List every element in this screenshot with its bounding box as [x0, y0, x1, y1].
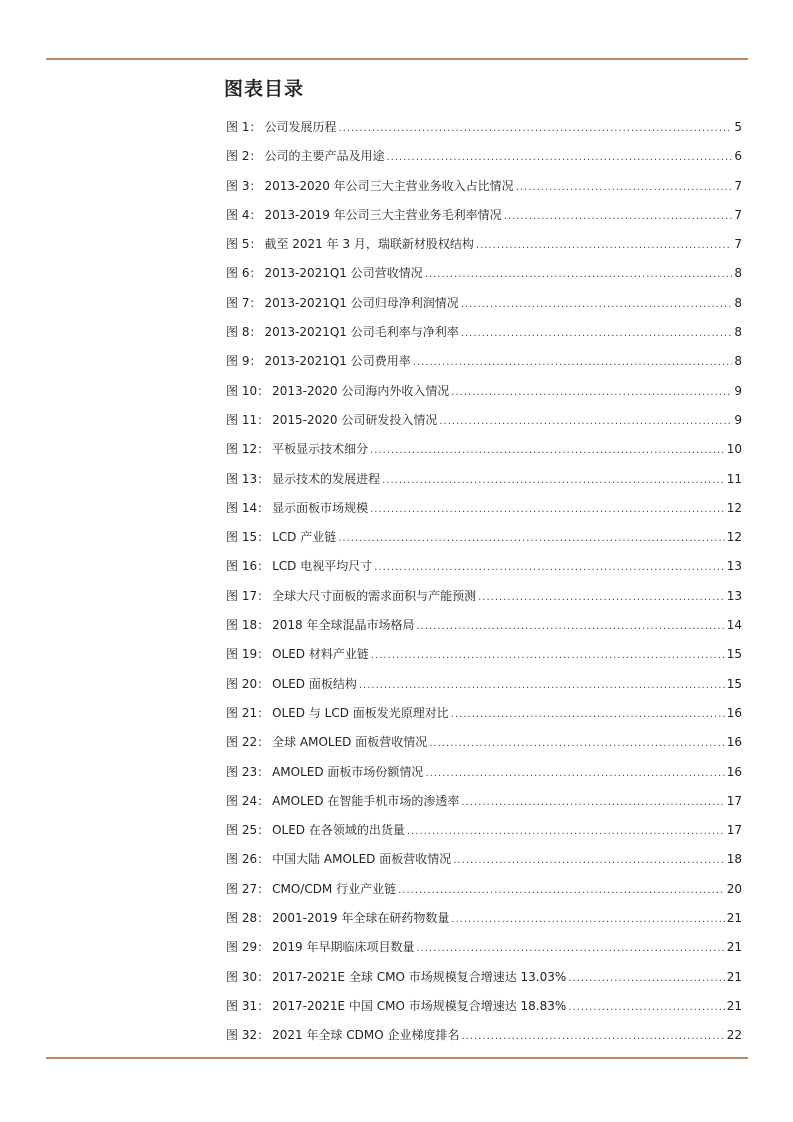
dot-leader [425, 260, 732, 289]
dot-leader [386, 143, 732, 172]
figure-title: OLED 与 LCD 面板发光原理对比 [272, 705, 449, 720]
figure-label: 图 15： [226, 530, 270, 545]
toc-entry-32[interactable] [226, 1021, 742, 1050]
toc-entry-11[interactable] [226, 406, 742, 435]
page-number: 5 [734, 120, 742, 134]
dot-leader [453, 846, 724, 875]
dot-leader [370, 436, 725, 465]
page-number: 9 [734, 412, 742, 427]
figure-label: 图 24： [226, 793, 270, 808]
figure-label: 图 16： [226, 559, 270, 574]
page-number: 8 [734, 295, 742, 310]
page-number: 8 [734, 266, 742, 281]
page-number: 22 [726, 1028, 742, 1043]
dot-leader [429, 729, 724, 758]
page-number: 21 [726, 940, 742, 955]
figure-title: 全球 AMOLED 面板营收情况 [272, 735, 428, 750]
page-number: 16 [726, 705, 742, 720]
page-number: 15 [726, 676, 742, 691]
figure-title: AMOLED 在智能手机市场的渗透率 [272, 793, 460, 808]
figure-label: 图 21： [226, 705, 270, 720]
figure-title: CMO/CDM 行业产业链 [272, 881, 397, 896]
figure-title: 平板显示技术细分 [272, 442, 369, 457]
page-number: 16 [726, 735, 742, 750]
figure-title: OLED 面板结构 [272, 676, 357, 691]
toc-entry-26[interactable] [226, 845, 742, 874]
toc-entry-3[interactable] [226, 172, 742, 201]
toc-entry-9[interactable] [226, 347, 742, 376]
dot-leader [504, 202, 732, 231]
dot-leader [371, 641, 725, 670]
page-number: 18 [726, 852, 742, 867]
toc-entry-16[interactable] [226, 552, 742, 581]
figure-label: 图 4： [226, 207, 262, 222]
page-number: 14 [726, 618, 742, 633]
figure-label: 图 26： [226, 852, 270, 867]
dot-leader [398, 876, 725, 905]
header-rule [46, 58, 748, 60]
figure-label: 图 13： [226, 471, 270, 486]
dot-leader [462, 1022, 725, 1051]
dot-leader [568, 964, 724, 993]
figure-title: 2017-2021E 中国 CMO 市场规模复合增速达 18.83% [272, 998, 567, 1013]
page-number: 12 [726, 500, 742, 515]
page-number: 10 [726, 442, 742, 457]
figure-title: 中国大陆 AMOLED 面板营收情况 [272, 852, 452, 867]
page-number: 21 [726, 969, 742, 984]
page-number: 6 [734, 149, 742, 164]
figure-label: 图 8： [226, 325, 262, 340]
figure-label: 图 10： [226, 383, 270, 398]
figure-label: 图 20： [226, 676, 270, 691]
toc-entry-18[interactable] [226, 611, 742, 640]
dot-leader [407, 817, 725, 846]
figure-label: 图 32： [226, 1028, 270, 1043]
toc-entry-17[interactable] [226, 582, 742, 611]
figure-title: 全球大尺寸面板的需求面积与产能预测 [272, 588, 477, 603]
footer-rule [46, 1057, 748, 1059]
figure-title: 2013-2019 年公司三大主营业务毛利率情况 [264, 207, 502, 222]
dot-leader [439, 407, 732, 436]
figure-label: 图 30： [226, 969, 270, 984]
page-number: 21 [726, 998, 742, 1013]
figure-title: 显示面板市场规模 [272, 500, 369, 515]
figure-label: 图 27： [226, 881, 270, 896]
toc-entry-4[interactable] [226, 201, 742, 230]
dot-leader [516, 173, 732, 202]
dot-leader [338, 114, 732, 143]
toc-entry-25[interactable] [226, 816, 742, 845]
figure-title: LCD 产业链 [272, 530, 337, 545]
figure-label: 图 18： [226, 618, 270, 633]
figure-list [226, 113, 742, 1051]
figure-title: 截至 2021 年 3 月，瑞联新材股权结构 [264, 237, 474, 252]
toc-entry-5[interactable] [226, 230, 742, 259]
page-number: 8 [734, 325, 742, 340]
figure-label: 图 11： [226, 412, 270, 427]
dot-leader [461, 319, 732, 348]
dot-leader [416, 612, 724, 641]
figure-title: 2015-2020 公司研发投入情况 [272, 412, 438, 427]
toc-entry-21[interactable] [226, 699, 742, 728]
page-number: 7 [734, 207, 742, 222]
figure-title: 2013-2021Q1 公司费用率 [264, 354, 411, 369]
dot-leader [370, 495, 725, 524]
dot-leader [568, 993, 724, 1022]
dot-leader [416, 934, 724, 963]
toc-entry-6[interactable] [226, 259, 742, 288]
figure-label: 图 25： [226, 823, 270, 838]
dot-leader [451, 700, 725, 729]
dot-leader [476, 231, 732, 260]
figure-label: 图 22： [226, 735, 270, 750]
figure-label: 图 2： [226, 149, 262, 164]
toc-entry-30[interactable] [226, 963, 742, 992]
toc-entry-27[interactable] [226, 875, 742, 904]
figure-title: 2021 年全球 CDMO 企业梯度排名 [272, 1028, 460, 1043]
figure-title: 2001-2019 年全球在研药物数量 [272, 911, 450, 926]
figure-label: 图 14： [226, 500, 270, 515]
toc-entry-1[interactable] [226, 113, 742, 142]
dot-leader [413, 348, 732, 377]
page-number: 12 [726, 530, 742, 545]
toc-entry-2[interactable] [226, 142, 742, 171]
toc-entry-12[interactable] [226, 435, 742, 464]
toc-entry-24[interactable] [226, 787, 742, 816]
figure-label: 图 19： [226, 647, 270, 662]
figure-label: 图 6： [226, 266, 262, 281]
figure-label: 图 31： [226, 998, 270, 1013]
figure-label: 图 1： [226, 120, 262, 134]
figure-title: OLED 在各领域的出货量 [272, 823, 405, 838]
page-number: 15 [726, 647, 742, 662]
figure-title: 显示技术的发展进程 [272, 471, 381, 486]
page-number: 13 [726, 588, 742, 603]
page-number: 17 [726, 823, 742, 838]
toc-entry-14[interactable] [226, 494, 742, 523]
dot-leader [338, 524, 725, 553]
page-title: 图表目录 [224, 78, 305, 100]
dot-leader [451, 378, 732, 407]
figure-label: 图 28： [226, 911, 270, 926]
dot-leader [425, 759, 724, 788]
figure-title: OLED 材料产业链 [272, 647, 369, 662]
toc-entry-19[interactable] [226, 640, 742, 669]
dot-leader [478, 583, 725, 612]
figure-title: 2013-2021Q1 公司营收情况 [264, 266, 423, 281]
toc-entry-29[interactable] [226, 933, 742, 962]
page-number: 17 [726, 793, 742, 808]
figure-title: 公司的主要产品及用途 [264, 149, 385, 164]
toc-entry-31[interactable] [226, 992, 742, 1021]
page-number: 7 [734, 237, 742, 252]
toc-entry-15[interactable] [226, 523, 742, 552]
figure-label: 图 23： [226, 764, 270, 779]
figure-title: 2013-2020 公司海内外收入情况 [272, 383, 450, 398]
toc-entry-13[interactable] [226, 465, 742, 494]
figure-title: 2017-2021E 全球 CMO 市场规模复合增速达 13.03% [272, 969, 567, 984]
dot-leader [461, 788, 724, 817]
page-number: 13 [726, 559, 742, 574]
figure-title: AMOLED 面板市场份额情况 [272, 764, 424, 779]
toc-entry-7[interactable] [226, 289, 742, 318]
figure-title: 2013-2020 年公司三大主营业务收入占比情况 [264, 178, 514, 193]
figure-title: 2019 年早期临床项目数量 [272, 940, 415, 955]
figure-title: 公司发展历程 [264, 120, 337, 134]
figure-title: 2013-2021Q1 公司归母净利润情况 [264, 295, 459, 310]
figure-title: LCD 电视平均尺寸 [272, 559, 373, 574]
toc-entry-20[interactable] [226, 670, 742, 699]
dot-leader [374, 553, 725, 582]
dot-leader [451, 905, 724, 934]
toc-entry-10[interactable] [226, 377, 742, 406]
figure-label: 图 9： [226, 354, 262, 369]
page-number: 21 [726, 911, 742, 926]
figure-label: 图 17： [226, 588, 270, 603]
figure-label: 图 5： [226, 237, 262, 252]
toc-entry-8[interactable] [226, 318, 742, 347]
figure-label: 图 7： [226, 295, 262, 310]
figure-label: 图 29： [226, 940, 270, 955]
page-number: 8 [734, 354, 742, 369]
toc-entry-22[interactable] [226, 728, 742, 757]
page-number: 16 [726, 764, 742, 779]
figure-label: 图 12： [226, 442, 270, 457]
page-number: 11 [726, 471, 742, 486]
dot-leader [359, 671, 725, 700]
dot-leader [461, 290, 732, 319]
page-number: 9 [734, 383, 742, 398]
figure-title: 2018 年全球混晶市场格局 [272, 618, 415, 633]
dot-leader [382, 466, 725, 495]
page-number: 7 [734, 178, 742, 193]
toc-entry-23[interactable] [226, 758, 742, 787]
figure-title: 2013-2021Q1 公司毛利率与净利率 [264, 325, 459, 340]
toc-entry-28[interactable] [226, 904, 742, 933]
figure-label: 图 3： [226, 178, 262, 193]
page-number: 20 [726, 881, 742, 896]
